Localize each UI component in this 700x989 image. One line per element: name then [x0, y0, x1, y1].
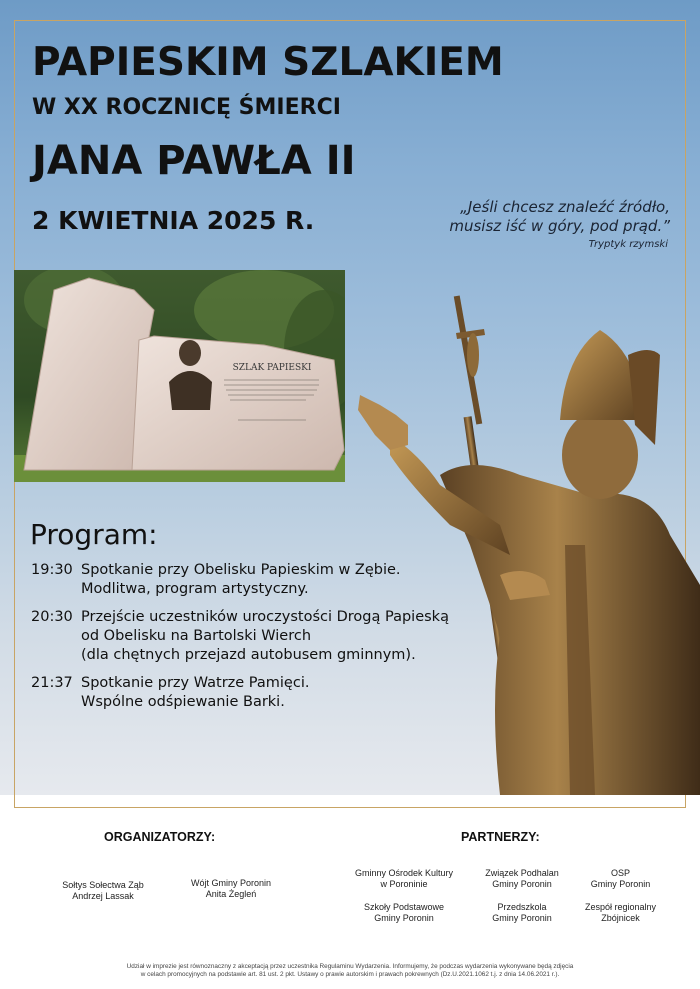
program-time: 20:30 — [31, 609, 73, 625]
quote — [449, 198, 670, 236]
head — [562, 411, 638, 499]
program-item — [31, 608, 501, 665]
partners-title: PARTNERZY: — [461, 830, 540, 844]
organizers-title: ORGANIZATORZY: — [104, 830, 216, 844]
program-time: 19:30 — [31, 562, 73, 578]
program-time: 21:37 — [31, 675, 73, 691]
program-list — [31, 561, 501, 721]
organizer-1: Sołtys Sołectwa Ząb Andrzej Lassak — [62, 880, 144, 901]
raised-hand — [358, 395, 408, 450]
event-date: 2 KWIETNIA 2025 R. — [32, 206, 315, 235]
program-text: Przejście uczestników uroczystości Drogą Papieską od Obelisku na Bartolski Wierch (dla chętnych przejazd autobusem gminnym). — [81, 609, 449, 663]
disclaimer: Udział w imprezie jest równoznaczny z akceptacją przez uczestnika Regulaminu Wydarzenia. Informujemy, że podczas wydarzenia wykonywane będą zdjęcia w celach promocyjnych na podstawie art. 81 ust. 2 pkt. Ustawy o prawie autorskim i prawach pokrewnych (Dz.U.2021.1062 t.j. z dnia 14.06.2021 r.). — [126, 963, 574, 978]
program-title: Program: — [30, 518, 158, 551]
plaque-rock — [132, 336, 344, 470]
quote-line-1: „Jeśli chcesz znaleźć źródło, — [460, 198, 670, 216]
title-main: PAPIESKIM SZLAKIEM — [32, 40, 504, 85]
partner-szkoly: Szkoły Podstawowe Gminy Poronin — [363, 902, 445, 923]
title-subtitle: W XX ROCZNICĘ ŚMIERCI — [32, 95, 341, 120]
program-item — [31, 674, 501, 712]
program-item — [31, 561, 501, 599]
monument-photo — [14, 270, 345, 482]
program-text: Spotkanie przy Watrze Pamięci. Wspólne odśpiewanie Barki. — [81, 675, 310, 710]
partner-gok: Gminny Ośrodek Kultury w Poroninie — [354, 868, 454, 889]
partner-zwiazek-podhalan: Związek Podhalan Gminy Poronin — [485, 868, 559, 889]
monument-inscription: SZLAK PAPIESKI — [232, 363, 312, 373]
program-text: Spotkanie przy Obelisku Papieskim w Zębie. Modlitwa, program artystyczny. — [81, 562, 401, 597]
organizer-2: Wójt Gminy Poronin Anita Żegleń — [190, 878, 272, 899]
quote-source: Tryptyk rzymski — [588, 239, 668, 250]
quote-line-2: musisz iść w góry, pod prąd.” — [449, 217, 670, 235]
mitre — [560, 330, 642, 420]
title-name: JANA PAWŁA II — [32, 138, 356, 184]
partner-zespol: Zespół regionalny Zbójnicek — [584, 902, 657, 923]
partner-przedszkola: Przedszkola Gminy Poronin — [492, 902, 552, 923]
partner-osp: OSP Gminy Poronin — [590, 868, 651, 889]
